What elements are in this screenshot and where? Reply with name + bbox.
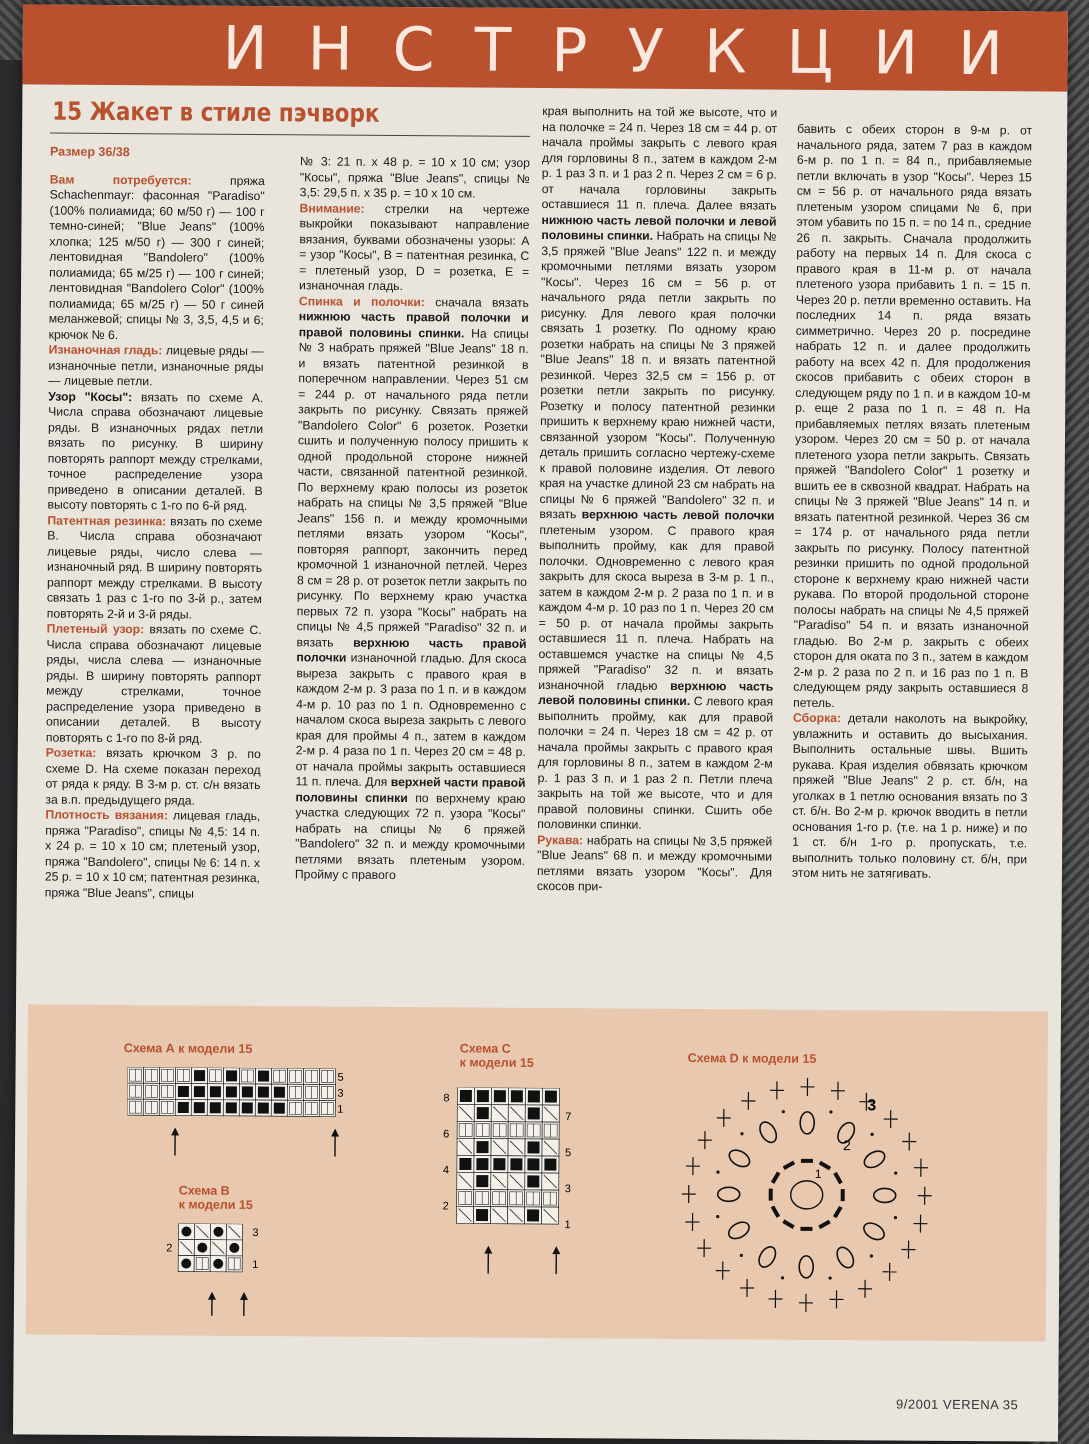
- diagram-c-row-7: 7: [565, 1111, 572, 1124]
- page-footer: 9/2001 VERENA 35: [895, 1396, 1019, 1413]
- diagram-c-row-8: 8: [443, 1092, 450, 1105]
- assembly-text: детали наколоть на выкройку, увлажнить и оставить до высыхания. Выполнить остальные швы. Вшить рукава. Края изделия обвязать крючком пряжей "Blue Jeans" 2 р. ст. б/н, на уголках в 1 петлю основания вязать по 3 ст. б/н. Во 2-м р. крючок вводить в петли основания 1-го р. (т.е. на 1 р. ниже) и по 1 ст. б/н 1-го р. пропускать, т.е. выполнить только половину ст. б/н, при этом нить не затягивать.: [791, 711, 1029, 881]
- left-text-4: С левого края выполнить пройму, как для правой полочки = 24 п. Через 18 см = 42 р. от начала проймы закрыть с правого края для горловины 8 п., затем в каждом 2-м р. 1 раз 3 п. и 1 раз 2 п. Петли плеча закрыть на той же высоте, что и для правой половины спинки. Сшить обе половинки спинки.: [537, 694, 774, 832]
- diagram-panel: [26, 1004, 1048, 1341]
- diagram-a-row-1: 1: [337, 1103, 344, 1116]
- diagram-c-grid: [440, 1087, 601, 1278]
- materials-text: пряжа Schachenmayr: фасонная "Paradiso" (100% полиамида; 60 м/50 г) — 100 г темно-синей; "Blue Jeans" (100% хлопка; 125 м/50 г) — 300 г синей; лентовидная "Bandolero" (100% полиамида; 65 м/25 г) — 100 г синей; лентовидная "Bandolero Color" (100% полиамида; 65 м/25 г) — 50 г синей меланжевой; спицы № 3, 3,5, 4,5 и 6; крючок № 6.: [48, 173, 265, 342]
- diagram-c-row-2: 2: [442, 1200, 449, 1213]
- diagram-b-arrow-right: [240, 1292, 248, 1316]
- diagram-b-row-3: 3: [252, 1227, 259, 1240]
- sleeves-text: набрать на спицы № 3,5 пряжей "Blue Jeans" 68 п. и между кромочными петлями вязать узором "Косы". Для скосов при-: [536, 832, 773, 894]
- paragraph-assembly: [792, 711, 1028, 883]
- diagram-a-title: Схема А к модели 15: [123, 1041, 253, 1056]
- woven-label: Плетеный узор:: [46, 621, 145, 637]
- paragraph-attention: [299, 201, 530, 296]
- left-bold-2: верхнюю часть левой полочки: [581, 507, 775, 523]
- diagram-b-row-2: 2: [166, 1242, 173, 1255]
- attention-label: Внимание:: [299, 200, 365, 216]
- diagram-b-title-line-2: к модели 15: [178, 1197, 253, 1213]
- heading-rule: [50, 133, 530, 137]
- diagram-d-title: Схема D к модели 15: [687, 1051, 817, 1066]
- diagram-d-rosette: [666, 1069, 948, 1331]
- diagram-a-arrow-right: [331, 1129, 339, 1157]
- attention-text: стрелки на чертеже выкройки показывают направление вязания, буквами обозначены узоры: A = узор "Косы", B = патентная резинка, C = плетеный узор, D = розетка, E = изнаночная гладь.: [299, 201, 530, 294]
- diagram-a-row-5: 5: [337, 1071, 344, 1084]
- back-fronts-bold-1: нижнюю часть правой полочки и правой половины спинки.: [298, 309, 529, 340]
- rosette-label-2: 2: [843, 1137, 851, 1154]
- size-label: Размер 36/38: [49, 144, 130, 160]
- paragraph-materials: [49, 172, 265, 344]
- gauge-label: Плотность вязания:: [45, 807, 168, 823]
- article-heading: 15 Жакет в стиле пэчворк: [52, 96, 380, 128]
- left-bold-3: верхнюю часть левой половины спинки.: [538, 678, 774, 709]
- diagram-c-row-6: 6: [443, 1128, 450, 1141]
- paragraph-gauge: [45, 808, 261, 902]
- back-fronts-bold-3: верхней части правой половины спинки: [295, 774, 526, 805]
- diagram-c-arrow-left: [484, 1246, 492, 1274]
- back-fronts-text-1: сначала вязать: [424, 294, 530, 310]
- paragraph-rib: [47, 513, 263, 623]
- sleeves-label: Рукава:: [537, 832, 584, 847]
- rosette-label: Розетка:: [45, 745, 97, 760]
- diagram-b-arrow-left: [208, 1292, 216, 1316]
- paragraph-stockinette: [48, 343, 263, 391]
- rib-text: вязать по схеме B. Числа справа обозначают лицевые ряды, число слева — изнаночный ряд. В ширину повторять раппорт между стрелками. В высоту связать 1 раз с 1-го по 3-й р., затем повторять 2-й и 3-й ряды.: [46, 513, 263, 622]
- section-banner: [22, 4, 1068, 91]
- diagram-a-arrow-left: [171, 1127, 179, 1155]
- paragraph-sleeves: [537, 832, 772, 896]
- diagram-c-arrow-right: [552, 1246, 560, 1274]
- diagram-c-title: [460, 1041, 534, 1070]
- rosette-label-3: 3: [867, 1097, 877, 1115]
- back-fronts-label: Спинка и полочки:: [298, 293, 426, 309]
- diagram-b-title: [179, 1183, 253, 1212]
- text-column-4: [792, 122, 1032, 883]
- paragraph-left-part: [537, 104, 777, 834]
- diagram-c-row-4: 4: [442, 1164, 450, 1177]
- diagram-c-row-5: 5: [564, 1147, 572, 1160]
- text-column-2: [295, 154, 530, 884]
- diagram-a-row-3: 3: [337, 1087, 344, 1100]
- back-fronts-text-2: На спицы № 3 набрать пряжей "Blue Jeans" 18 п. и вязать патентной резинкой в поперечном направлении. Через 51 см = 244 р. от начального ряда петли закрыть по рисунку. Связать пряжей "Bandolero Color" 6 розеток. Розетки сшить и полученную полосу пришить к одной продольной стороне нижней части, связанной патентной резинкой. По верхнему краю полосы из розеток набрать на спицы № 3,5 пряжей "Blue Jeans" 156 п. и между кромочными петлями вязать узором "Косы", повторяя раппорт, закончить перед кромочной 1 изнаночной петлей. Через 8 см = 28 р. от розеток петли закрыть по рисунку. По верхнему краю участка первых 72 п. узора "Косы" набрать на спицы № 4,5 пряжей "Paradiso" 32 п. и вязать: [296, 325, 529, 650]
- diagram-a-grid: [127, 1067, 368, 1159]
- diagram-b-row-1: 1: [252, 1259, 259, 1272]
- rosette-text: вязать крючком 3 р. по схеме D. На схеме показан переход от ряда к ряду. В 3-м р. ст. с/н вязать за в.п. предыдущего ряда.: [45, 745, 261, 808]
- stockinette-label: Изнаночная гладь:: [48, 342, 163, 358]
- diagram-c-title-line-2: к модели 15: [459, 1055, 534, 1070]
- back-fronts-text-4: по верхнему краю участка следующих 72 п. узора "Косы" набрать на спицы № 6 пряжей "Bandolero" 32 п. и между кромочными петлями вязать плетеным узором. Пройму с правого: [294, 790, 526, 882]
- back-fronts-text-3: изнаночной гладью. Для скоса выреза закрыть с правого края в каждом 2-м р. 3 раза по 1 п. и в каждом 4-м р. 10 раз по 1 п. Одновременно с началом скоса выреза закрыть с левого края для проймы 4 п., затем в каждом 2-м р. 4 раза по 1 п. Через 20 см = 48 р. от начала проймы закрыть оставшиеся 11 п. плеча. Для: [295, 650, 527, 789]
- left-bold-1: нижнюю часть левой полочки и левой половины спинки.: [541, 212, 777, 243]
- diagram-c-row-1: 1: [564, 1219, 571, 1232]
- assembly-label: Сборка:: [792, 710, 842, 726]
- back-fronts-bold-2: верхнюю часть правой полочки: [296, 635, 527, 665]
- cables-text: вязать по схеме А. Числа справа обозначают лицевые ряды. В изнаночных рядах петли вязать по рисунку. В ширину повторять раппорт между стрелками, точное распределение узора приведено в описании деталей. В высоту повторять с 1-го по 6-й ряд.: [47, 389, 264, 513]
- magazine-page: [13, 4, 1068, 1441]
- woven-text: вязать по схеме С. Числа справа обозначают лицевые ряды, числа слева — изнаночные ряды. В ширину повторять раппорт между стрелками, точное распределение узора приведено в описании деталей. В высоту повторять с 1-го по 8-й ряд.: [45, 622, 262, 746]
- text-column-1: [45, 145, 265, 902]
- banner-title: ИНСТРУКЦИИ: [222, 13, 1044, 90]
- paragraph-back-fronts: [295, 294, 529, 885]
- gauge-text: лицевая гладь, пряжа "Paradiso", спицы № 4,5: 14 п. х 24 р. = 10 х 10 см; плетеный узор, пряжа "Bandolero", спицы № 6: 14 п. х 25 р. = 10 х 10 см; патентная резинка, пряжа "Blue Jeans", спицы: [44, 808, 261, 901]
- stockinette-text: лицевые ряды — изнаночные петли, изнаночные ряды — лицевые петли.: [48, 343, 264, 389]
- left-text-3: плетеным узором. С правого края выполнить пройму, как для правой полочки. Одновременно с левого края закрыть для скоса выреза в 3-м р. 1 п., затем в каждом 2-м р. 2 раза по 1 п. и в каждом 4-м р. 10 раз по 1 п. Через 20 см = 50 р. от начала проймы закрыть оставшиеся 11 п. плеча. Набрать на оставшемся участке на спицы № 4,5 пряжей "Paradiso" 32 п. и вязать изнаночной гладью: [538, 522, 775, 693]
- paragraph-gauge-cont: № 3: 21 п. х 48 р. = 10 х 10 см; узор "Косы", пряжа "Blue Jeans", спицы № 3,5: 29,5 п. х 35 р. = 10 х 10 см.: [299, 154, 530, 201]
- paragraph-woven: [46, 622, 262, 747]
- text-column-3: [537, 104, 778, 896]
- diagram-b-title-line-1: Схема В: [178, 1183, 230, 1198]
- paragraph-rosette: [45, 746, 260, 809]
- materials-label: Вам потребуется:: [49, 172, 192, 188]
- left-text-1: края выполнить на той же высоте, что и на полочке = 24 п. Через 18 см = 44 р. от начала проймы закрыть с левого края для горловины 8 п., затем в каждом 2-м р. 1 раз 3 п. и 1 раз 2 п. Через 2 см = 6 р. от начала горловины закрыть оставшиеся 11 п. плеча. Далее вязать: [541, 103, 778, 213]
- diagram-b-grid: [162, 1223, 283, 1319]
- paragraph-sleeves-cont: бавить с обеих сторон в 9-м р. от начального ряда, затем 7 раз в каждом 6-м р. по 1 п. = 84 п., прибавляемые петли включать в узор "Косы". Через 15 см = 56 р. от начального ряда вязать плетеным узором спицами № 6, при этом убавить по 15 п. = по 14 п., средние 26 п. закрыть. Сначала продолжить работу на первых 14 п. Для скоса с правого края в 11-м р. от начала плетеного узора прибавить 1 п. = 15 п. Через 20 р. петли временно оставить. На последних 14 п. ряда вязать симметрично. Через 20 р. посредине набрать 12 п. и далее продолжить работу на всех 42 п. Для продолжения скосов прибавить с обеих сторон в следующем ряду по 1 п. и в каждом 10-м р. еще 2 раза по 1 п. = 48 п. На прибавляемых петлях вязать плетеным узором. Через 20 см = 50 р. от начала плетеного узора петли закрыть. Связать пряжей "Bandolero Color" 1 розетку и вшить ее в сквозной квадрат. Набрать на спицы № 3 пряжей "Blue Jeans" 14 п. и вязать патентной резинкой. Через 36 см = 174 р. от начального ряда петли закрыть по рисунку. Полосу патентной резинки пришить по одной продольной стороне к верхнему краю нижней части рукава. По второй продольной стороне полосы набрать на спицы № 4,5 пряжей "Paradiso" 54 п. и вязать изнаночной гладью. Во 2-м р. закрыть с обеих сторон для оката по 3 п., затем в каждом 2-м р. 2 раза по 2 п. и 16 раз по 1 п. В следующем ряду закрыть оставшиеся 8 петель.: [793, 121, 1033, 710]
- cables-label: Узор "Косы":: [48, 389, 133, 404]
- rib-label: Патентная резинка:: [47, 513, 167, 528]
- rosette-label-1: 1: [814, 1166, 822, 1181]
- diagram-c-row-3: 3: [564, 1183, 571, 1196]
- diagram-c-title-line-1: Схема С: [459, 1041, 511, 1056]
- left-text-2: Набрать на спицы № 3,5 пряжей "Blue Jeans" 122 п. и между кромочными петлями вязать узором "Косы". Через 16 см = 56 р. от начального ряда петли закрыть по рисунку. Для левого края полочки связать 1 розетку. По одному краю розетки набрать на спицы № 3 пряжей "Blue Jeans" 18 п. и вязать патентной резинкой. Через 32,5 см = 156 р. от розетки петли закрыть по рисунку. Розетку и полосу патентной резинки пришить к верхнему краю нижней части, связанной узором "Косы". Полученную деталь пришить согласно чертежу-схеме к правой половине изделия. От левого края на участке длиной 23 см набрать на спицы № 6 пряжей "Bandolero" 32 п. и вязать: [539, 228, 777, 522]
- paragraph-cables: [47, 389, 263, 514]
